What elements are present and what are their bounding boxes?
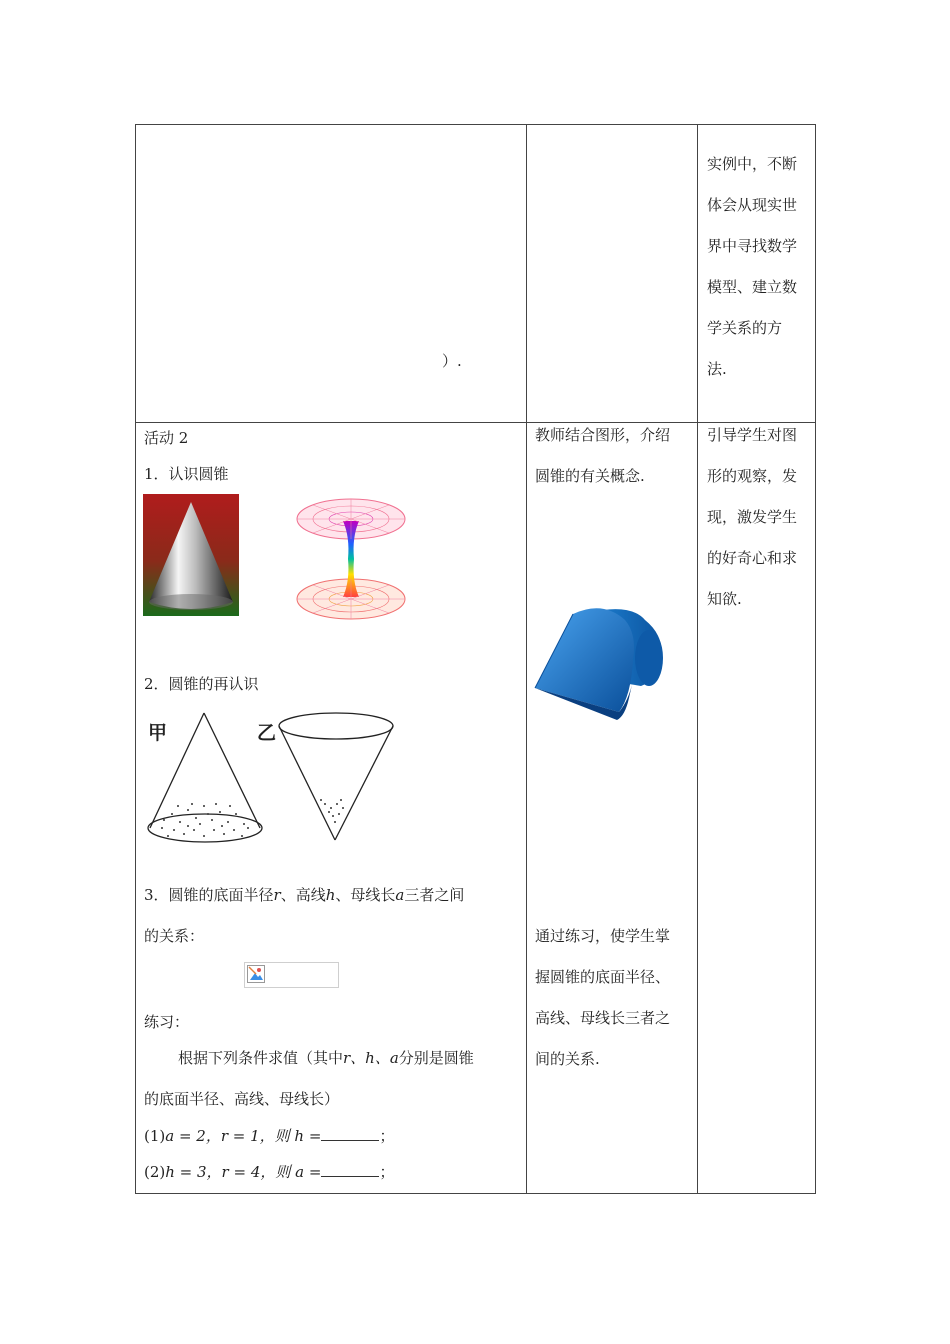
section3-text: 、母线长 [335, 886, 396, 904]
question-end: ； [379, 1127, 395, 1145]
sand-cone-yi-drawing [275, 708, 397, 844]
row2-right-line: 现，激发学生 [707, 508, 798, 526]
section3-text: 、高线 [280, 886, 326, 904]
section1-heading: 1．认识圆锥 [144, 465, 229, 483]
section3-line1 [144, 884, 464, 905]
row1-right-line: 实例中，不断 [707, 155, 798, 173]
section3-line2: 的关系： [144, 927, 205, 945]
practice-intro-text: 分别是圆锥 [398, 1049, 474, 1067]
row2-right-line: 引导学生对图 [707, 426, 798, 444]
section3-text: 三者之间 [404, 886, 465, 904]
row1-left-tail: ）. [442, 352, 462, 370]
cone-label-yi: 乙 [257, 722, 277, 744]
answer-blank[interactable] [321, 1126, 379, 1141]
row2-right-line: 的好奇心和求 [707, 549, 798, 567]
question-number: (2) [144, 1163, 166, 1181]
practice-intro-vars: r、h、a [343, 1049, 399, 1067]
row1-right-line: 界中寻找数学 [707, 237, 798, 255]
question-number: (1) [144, 1127, 166, 1145]
row1-right-line: 体会从现实世 [707, 196, 798, 214]
shaded-cone-image [143, 494, 239, 616]
var-h: h [325, 886, 336, 904]
row1-right-line: 学关系的方 [707, 319, 783, 337]
row1-right-line: 模型、建立数 [707, 278, 798, 296]
var-r: r [273, 886, 281, 904]
answer-blank[interactable] [321, 1162, 379, 1177]
row2-right-line: 知欲. [707, 590, 742, 608]
practice-intro-text: 根据下列条件求值（其中 [178, 1049, 344, 1067]
middle-line: 教师结合图形，介绍 [535, 426, 671, 444]
middle-line: 握圆锥的底面半径、 [535, 968, 671, 986]
blue-solid-image [533, 600, 669, 722]
question-end: ； [379, 1163, 395, 1181]
row1-right-line: 法. [707, 360, 727, 378]
section3-text: 3．圆锥的底面半径 [144, 886, 274, 904]
middle-line: 圆锥的有关概念. [535, 467, 645, 485]
column-divider-1 [526, 125, 527, 1193]
cone-label-jia: 甲 [148, 722, 168, 744]
column-divider-2 [697, 125, 698, 1193]
practice-intro-line1 [178, 1047, 474, 1068]
practice-intro-line2: 的底面半径、高线、母线长） [144, 1090, 340, 1108]
surface-of-revolution-image [295, 497, 407, 621]
practice-title: 练习： [144, 1013, 190, 1031]
sand-cone-jia-drawing [144, 710, 266, 850]
var-a: a [395, 886, 405, 904]
activity-title: 活动 2 [144, 429, 189, 447]
row2-right-line: 形的观察，发 [707, 467, 798, 485]
middle-line: 高线、母线长三者之 [535, 1009, 671, 1027]
question-2 [144, 1161, 394, 1182]
question-given: h = 3，r = 4，则 a = [165, 1163, 322, 1181]
question-given: a = 2，r = 1，则 h = [165, 1127, 322, 1145]
broken-image-icon [247, 965, 265, 983]
middle-line: 间的关系. [535, 1050, 600, 1068]
question-1 [144, 1125, 394, 1146]
middle-line: 通过练习，使学生掌 [535, 927, 671, 945]
section2-heading: 2．圆锥的再认识 [144, 675, 259, 693]
formula-image-placeholder [244, 962, 339, 988]
